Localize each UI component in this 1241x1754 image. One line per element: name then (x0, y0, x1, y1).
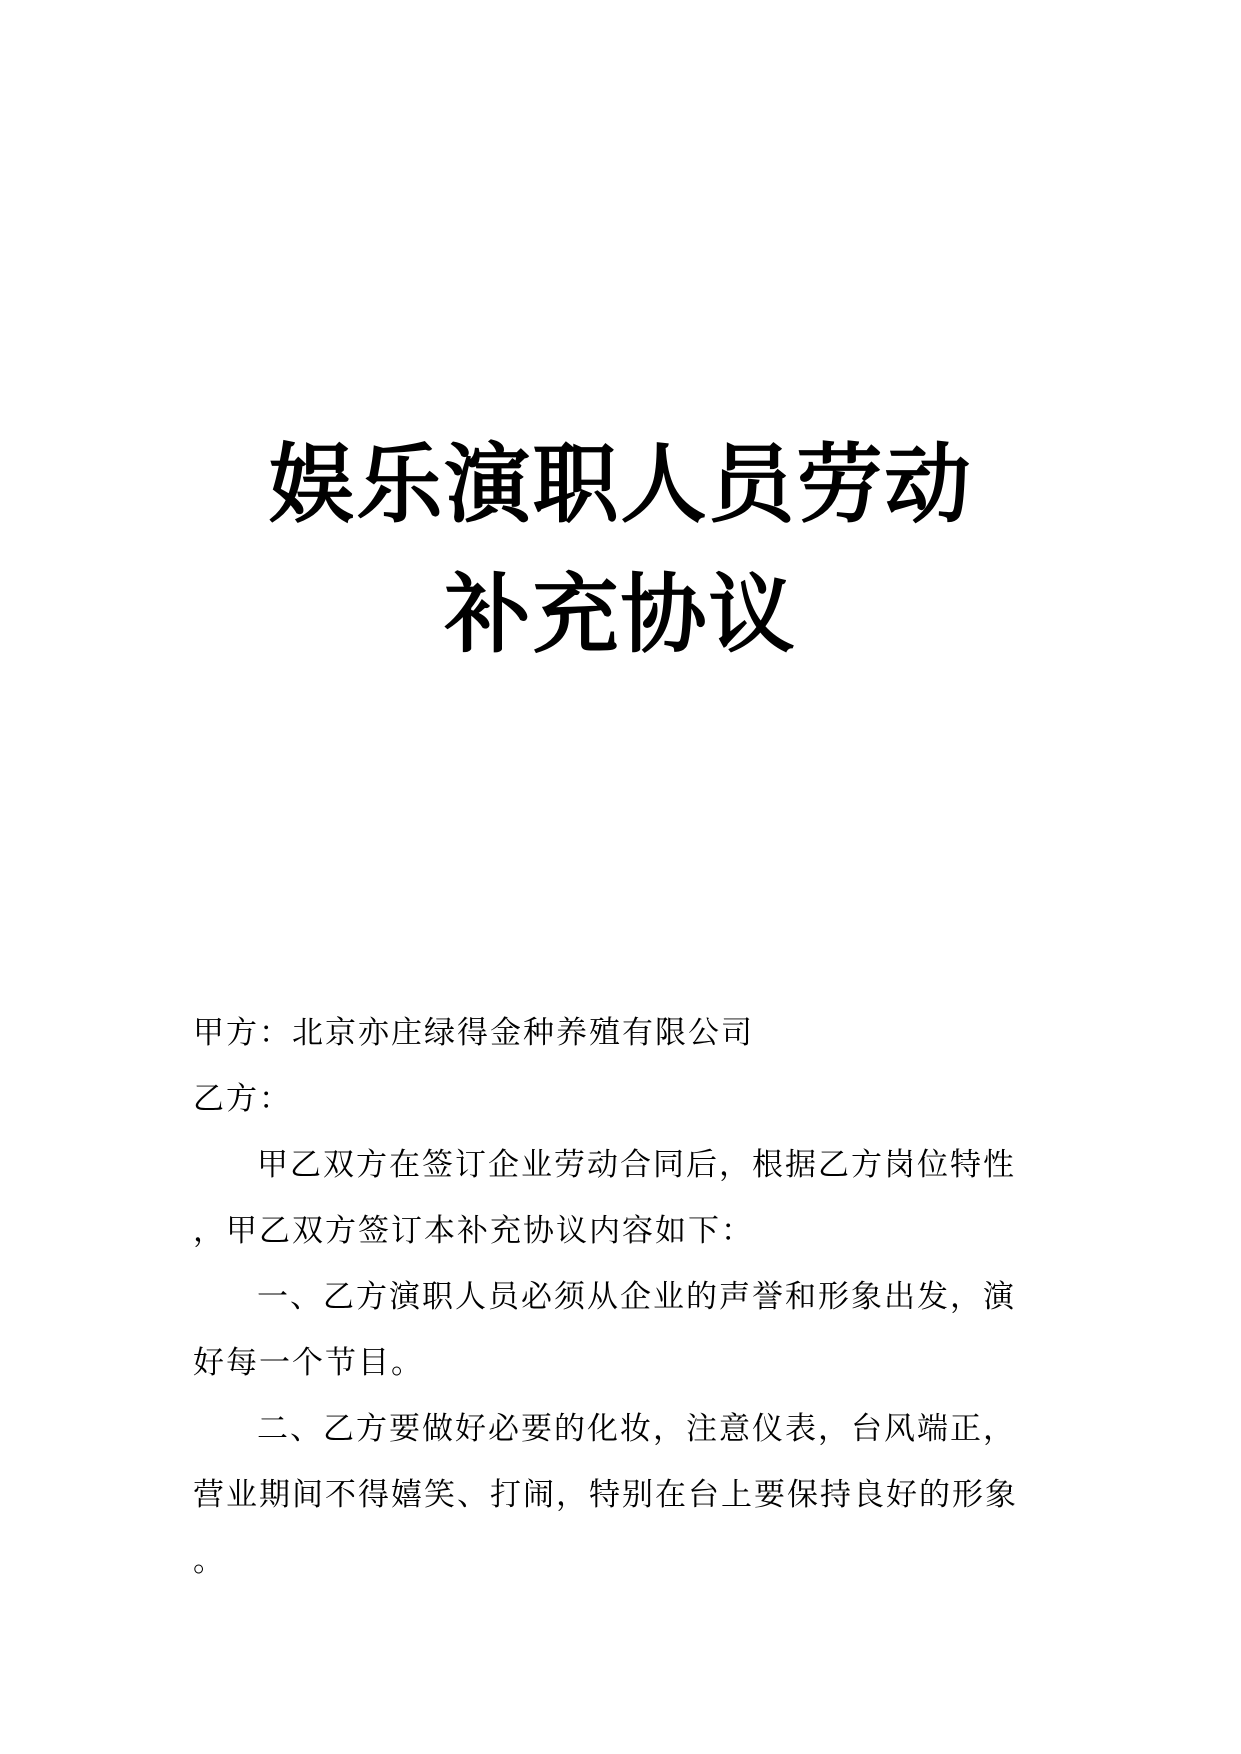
title-line-2: 补充协议 (444, 564, 797, 665)
clause-2-line-1: 二、乙方要做好必要的化妆，注意仪表，台风端正， (257, 1411, 1016, 1447)
intro-line-2: ，甲乙双方签订本补充协议内容如下： (193, 1213, 754, 1249)
document-title (0, 420, 1241, 680)
intro-line-1: 甲乙双方在签订企业劳动合同后，根据乙方岗位特性 (257, 1147, 1016, 1183)
document-body (193, 1000, 1023, 1594)
party-a-line: 甲方：北京亦庄绿得金种养殖有限公司 (193, 1015, 754, 1051)
party-b-line: 乙方： (193, 1081, 292, 1117)
clause-1-line-2: 好每一个节目。 (193, 1345, 424, 1381)
clause-1-line-1: 一、乙方演职人员必须从企业的声誉和形象出发，演 (257, 1279, 1016, 1315)
clause-2-line-2: 营业期间不得嬉笑、打闹，特别在台上要保持良好的形象 (193, 1477, 1018, 1513)
title-line-1: 娱乐演职人员劳动 (268, 434, 973, 535)
clause-2-line-3: 。 (193, 1543, 226, 1579)
